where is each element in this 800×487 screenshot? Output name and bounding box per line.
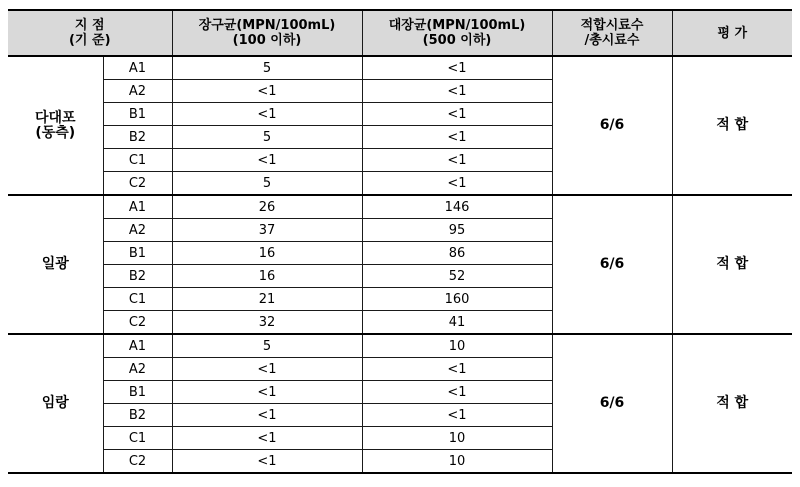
evaluation-cell: 적 합 [672, 334, 792, 473]
total-coliform-cell: 5 [172, 334, 362, 358]
table-body [8, 56, 792, 473]
point-cell: A2 [103, 80, 172, 103]
total-coliform-cell: 21 [172, 288, 362, 311]
total-coliform-cell: <1 [172, 103, 362, 126]
total-coliform-cell: 16 [172, 242, 362, 265]
header-ratio-line1: 적합시료수 [580, 18, 644, 33]
header-total-coliform-line2: (100 이하) [232, 33, 302, 48]
ecoli-cell: <1 [362, 149, 552, 172]
point-cell: B1 [103, 381, 172, 404]
total-coliform-cell: <1 [172, 381, 362, 404]
header-ratio-line2: /총시료수 [584, 33, 640, 48]
ecoli-cell: <1 [362, 381, 552, 404]
point-cell: A2 [103, 219, 172, 242]
site-direction: (동측) [35, 124, 76, 141]
ecoli-cell: 52 [362, 265, 552, 288]
site-name: 임랑 [41, 395, 69, 411]
ecoli-cell: 86 [362, 242, 552, 265]
site-cell [8, 56, 103, 195]
point-cell: B1 [103, 242, 172, 265]
point-cell: C1 [103, 149, 172, 172]
site-cell [8, 195, 103, 334]
table-row [8, 195, 792, 219]
evaluation-cell: 적 합 [672, 195, 792, 334]
ecoli-cell: 41 [362, 311, 552, 335]
point-cell: A2 [103, 358, 172, 381]
ecoli-cell: <1 [362, 80, 552, 103]
ecoli-cell: 95 [362, 219, 552, 242]
header-evaluation-line1: 평 가 [717, 25, 748, 41]
header-ecoli-line2: (500 이하) [422, 33, 492, 48]
ecoli-cell: <1 [362, 103, 552, 126]
point-cell: B1 [103, 103, 172, 126]
total-coliform-cell: 37 [172, 219, 362, 242]
point-cell: A1 [103, 56, 172, 80]
point-cell: B2 [103, 404, 172, 427]
header-total-coliform [172, 10, 362, 56]
ecoli-cell: 10 [362, 427, 552, 450]
point-cell: C2 [103, 311, 172, 335]
ecoli-cell: 146 [362, 195, 552, 219]
site-name: 일광 [41, 256, 69, 272]
ratio-cell: 6/6 [552, 334, 672, 473]
evaluation-cell: 적 합 [672, 56, 792, 195]
total-coliform-cell: 16 [172, 265, 362, 288]
header-ecoli [362, 10, 552, 56]
header-ratio [552, 10, 672, 56]
point-cell: B2 [103, 126, 172, 149]
total-coliform-cell: 26 [172, 195, 362, 219]
ecoli-cell: <1 [362, 56, 552, 80]
total-coliform-cell: <1 [172, 404, 362, 427]
total-coliform-cell: 5 [172, 172, 362, 196]
ecoli-cell: 10 [362, 450, 552, 474]
ecoli-cell: <1 [362, 404, 552, 427]
total-coliform-cell: <1 [172, 427, 362, 450]
ratio-cell: 6/6 [552, 195, 672, 334]
water-quality-table [8, 9, 792, 474]
ecoli-cell: <1 [362, 126, 552, 149]
ecoli-cell: 160 [362, 288, 552, 311]
site-cell [8, 334, 103, 473]
total-coliform-cell: <1 [172, 80, 362, 103]
total-coliform-cell: 32 [172, 311, 362, 335]
ecoli-cell: <1 [362, 358, 552, 381]
point-cell: B2 [103, 265, 172, 288]
point-cell: C2 [103, 172, 172, 196]
site-name: 다대포 [34, 109, 76, 126]
total-coliform-cell: <1 [172, 450, 362, 474]
water-quality-table-container [8, 9, 792, 474]
ecoli-cell: 10 [362, 334, 552, 358]
ecoli-cell: <1 [362, 172, 552, 196]
table-header [8, 10, 792, 56]
point-cell: A1 [103, 334, 172, 358]
header-site [8, 10, 172, 56]
point-cell: A1 [103, 195, 172, 219]
point-cell: C2 [103, 450, 172, 474]
header-site-line2: (기 준) [68, 33, 111, 48]
header-ecoli-line1: 대장균(MPN/100mL) [388, 18, 526, 33]
table-row [8, 334, 792, 358]
point-cell: C1 [103, 427, 172, 450]
total-coliform-cell: 5 [172, 126, 362, 149]
header-site-line1: 지 점 [74, 18, 105, 33]
total-coliform-cell: <1 [172, 149, 362, 172]
total-coliform-cell: 5 [172, 56, 362, 80]
header-evaluation [672, 10, 792, 56]
total-coliform-cell: <1 [172, 358, 362, 381]
header-total-coliform-line1: 장구균(MPN/100mL) [198, 18, 336, 33]
ratio-cell: 6/6 [552, 56, 672, 195]
table-row [8, 56, 792, 80]
point-cell: C1 [103, 288, 172, 311]
header-row [8, 10, 792, 56]
